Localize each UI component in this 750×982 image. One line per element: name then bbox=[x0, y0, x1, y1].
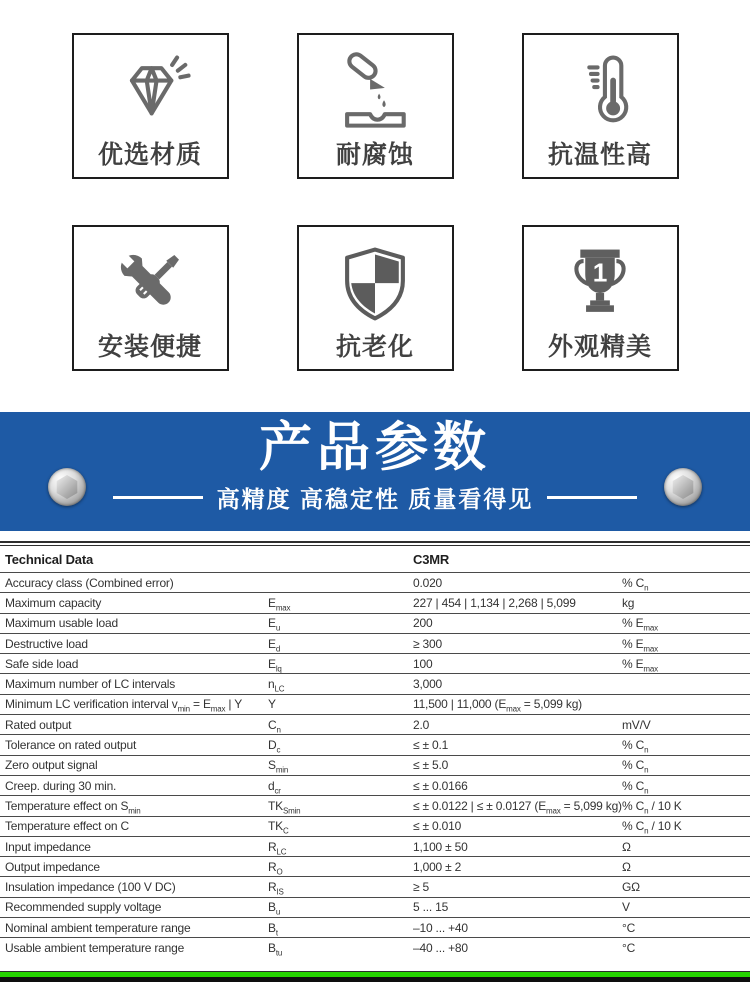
table-row bbox=[0, 634, 750, 654]
row-unit: Ω bbox=[622, 839, 631, 854]
row-label: Zero output signal bbox=[5, 758, 98, 773]
row-value: –40 ... +80 bbox=[413, 941, 468, 956]
row-symbol: $E_u$ bbox=[268, 616, 281, 633]
row-symbol: $B_u$ bbox=[268, 900, 281, 917]
black-accent-line bbox=[0, 977, 750, 982]
table-header-value: C3MR bbox=[413, 551, 450, 567]
banner-subtitle-row bbox=[113, 481, 638, 514]
row-symbol: $R_O$ bbox=[268, 859, 283, 877]
row-symbol: $S_{min}$ bbox=[268, 758, 289, 775]
table-row bbox=[0, 756, 750, 776]
banner bbox=[0, 412, 750, 531]
table-header-row bbox=[0, 546, 750, 573]
diamond-icon bbox=[109, 35, 191, 143]
table-header-label: Technical Data bbox=[5, 551, 93, 567]
row-value: 11,500 | 11,000 ($E_{max} = 5,099$ kg) bbox=[413, 697, 582, 714]
table-row bbox=[0, 614, 750, 634]
row-value: ≤ ± 0.1 bbox=[413, 738, 449, 753]
row-value: 1,100 ± 50 bbox=[413, 839, 468, 854]
row-value: ≤ ± 5.0 bbox=[413, 758, 449, 773]
row-unit: % $C_n / 10$ K bbox=[622, 798, 682, 816]
trophy-first-place-icon bbox=[559, 227, 641, 335]
row-unit: kg bbox=[622, 595, 635, 610]
row-label: Input impedance bbox=[5, 839, 91, 854]
feature-card-corrosion bbox=[297, 33, 454, 179]
row-unit: °C bbox=[622, 941, 636, 956]
row-value: 227 | 454 | 1,134 | 2,268 | 5,099 bbox=[413, 595, 576, 610]
table-row bbox=[0, 918, 750, 938]
row-value: –10 ... +40 bbox=[413, 920, 468, 935]
row-symbol: $B_t$ bbox=[268, 920, 278, 938]
tools-icon bbox=[109, 227, 191, 335]
shield-icon bbox=[334, 227, 416, 335]
row-symbol: $E_{max}$ bbox=[268, 595, 291, 613]
thermometer-icon bbox=[559, 35, 641, 143]
row-value: ≤ ± 0.0122 | ≤ ± 0.0127 ($E_{max} = 5,099$ kg) bbox=[413, 798, 622, 816]
feature-card-install bbox=[72, 225, 229, 371]
row-unit: % $E_{max}$ bbox=[622, 616, 658, 633]
row-label: Maximum capacity bbox=[5, 595, 102, 610]
row-symbol: $d_{cr}$ bbox=[268, 778, 281, 795]
row-label: Rated output bbox=[5, 717, 72, 732]
row-symbol: $D_c$ bbox=[268, 738, 281, 755]
table-row bbox=[0, 938, 750, 958]
row-label: Creep. during 30 min. bbox=[5, 778, 117, 793]
trophy-number: 1 bbox=[592, 257, 608, 288]
row-label: Minimum LC verification interval $v_{min} = E_{max}$ | Y bbox=[5, 697, 243, 714]
bolt-icon bbox=[664, 468, 702, 506]
row-label: Usable ambient temperature range bbox=[5, 941, 185, 956]
row-unit: °C bbox=[622, 920, 636, 935]
row-unit: % $C_n$ bbox=[622, 575, 649, 593]
row-unit: % $C_n$ bbox=[622, 758, 649, 775]
table-row bbox=[0, 877, 750, 897]
row-unit: mV/V bbox=[622, 717, 651, 732]
row-label: Destructive load bbox=[5, 636, 88, 651]
row-label: Temperature effect on C bbox=[5, 819, 129, 834]
row-value: 3,000 bbox=[413, 677, 443, 692]
row-symbol: Y bbox=[268, 697, 276, 712]
table-row bbox=[0, 735, 750, 755]
row-label: Maximum usable load bbox=[5, 616, 118, 631]
row-symbol: $B_{tu}$ bbox=[268, 941, 283, 958]
row-label: Insulation impedance (100 V DC) bbox=[5, 880, 176, 895]
table-row bbox=[0, 573, 750, 593]
decorative-line bbox=[113, 496, 203, 499]
row-unit: % $E_{max}$ bbox=[622, 636, 658, 653]
row-unit: Ω bbox=[622, 859, 631, 874]
feature-label: 抗温性高 bbox=[547, 141, 652, 169]
spec-table bbox=[0, 541, 750, 959]
row-symbol: $R_{LC}$ bbox=[268, 839, 287, 856]
row-symbol: $TK_C$ bbox=[268, 819, 289, 836]
row-symbol: $C_n$ bbox=[268, 717, 281, 735]
row-unit: % $E_{max}$ bbox=[622, 656, 658, 674]
row-label: Output impedance bbox=[5, 859, 100, 874]
row-unit: % $C_n$ bbox=[622, 778, 649, 795]
feature-label: 优选材质 bbox=[97, 141, 202, 169]
table-row bbox=[0, 898, 750, 918]
row-label: Accuracy class (Combined error) bbox=[5, 575, 174, 590]
row-unit: % $C_n$ bbox=[622, 738, 649, 755]
row-value: 100 bbox=[413, 656, 433, 671]
table-row bbox=[0, 776, 750, 796]
row-label: Safe side load bbox=[5, 656, 79, 671]
table-row bbox=[0, 593, 750, 613]
row-symbol: $E_d$ bbox=[268, 636, 281, 653]
feature-card-temperature bbox=[522, 33, 679, 179]
row-value: 2.0 bbox=[413, 717, 430, 732]
row-symbol: $n_{LC}$ bbox=[268, 677, 285, 694]
table-row bbox=[0, 674, 750, 694]
row-label: Temperature effect on $S_{min}$ bbox=[5, 798, 141, 816]
row-value: 200 bbox=[413, 616, 433, 631]
feature-label: 抗老化 bbox=[335, 333, 414, 361]
table-row bbox=[0, 715, 750, 735]
row-value: 0.020 bbox=[413, 575, 443, 590]
feature-card-aging bbox=[297, 225, 454, 371]
row-label: Nominal ambient temperature range bbox=[5, 920, 191, 935]
row-label: Tolerance on rated output bbox=[5, 738, 137, 753]
row-unit: GΩ bbox=[622, 880, 640, 895]
table-row bbox=[0, 857, 750, 877]
row-label: Recommended supply voltage bbox=[5, 900, 162, 915]
banner-subtitle: 高精度 高稳定性 质量看得见 bbox=[216, 485, 534, 512]
feature-card-appearance bbox=[522, 225, 679, 371]
table-row bbox=[0, 817, 750, 837]
feature-card-material bbox=[72, 33, 229, 179]
row-symbol: $R_{IS}$ bbox=[268, 880, 284, 897]
row-value: ≤ ± 0.010 bbox=[413, 819, 462, 834]
bolt-icon bbox=[48, 468, 86, 506]
table-row bbox=[0, 837, 750, 857]
table-row bbox=[0, 654, 750, 674]
feature-label: 安装便捷 bbox=[97, 333, 202, 361]
banner-title: 产品参数 bbox=[259, 418, 491, 477]
row-value: ≥ 5 bbox=[413, 880, 429, 895]
feature-label: 耐腐蚀 bbox=[335, 141, 414, 169]
row-unit: % $C_n / 10$ K bbox=[622, 819, 682, 836]
spec-table-body bbox=[0, 573, 750, 959]
row-value: 1,000 ± 2 bbox=[413, 859, 462, 874]
corrosion-drip-icon bbox=[334, 35, 416, 143]
row-label: Maximum number of LC intervals bbox=[5, 677, 176, 692]
table-row bbox=[0, 796, 750, 816]
row-symbol: $E_{lq}$ bbox=[268, 656, 282, 674]
feature-label: 外观精美 bbox=[547, 333, 652, 361]
table-row bbox=[0, 695, 750, 715]
row-unit: V bbox=[622, 900, 630, 915]
feature-grid bbox=[0, 0, 750, 412]
row-value: 5 ... 15 bbox=[413, 900, 449, 915]
row-symbol: $TK_{Smin}$ bbox=[268, 798, 301, 816]
row-value: ≥ 300 bbox=[413, 636, 442, 651]
row-value: ≤ ± 0.0166 bbox=[413, 778, 468, 793]
bottom-accent bbox=[0, 971, 750, 982]
decorative-line bbox=[547, 496, 637, 499]
